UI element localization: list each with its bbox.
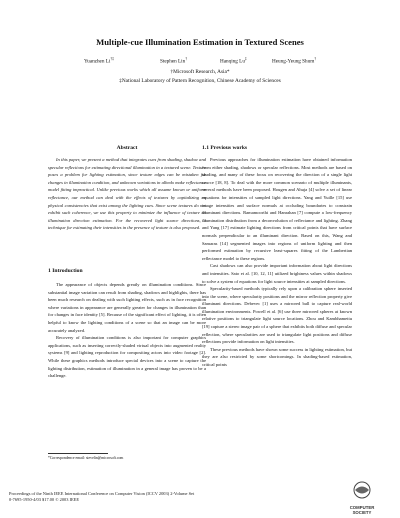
section-1-1-heading: 1.1 Previous works bbox=[202, 145, 248, 151]
section-1-1-paragraph: Previous approaches for illumination estimation have obtained information from either shading, shadows or specular reflections. Most methods are based on shading, and many of these focus on recovering the direction of a single light source [18, 8]. To deal with the more common scenario of multiple illuminants, several methods have been proposed. Hougen and Ahuja [4] solve a set of linear equations for intensities of sampled light directions. Yang and Yuille [15] use image intensities and surface normals at occluding boundaries to constrain illuminant directions. Ramamoorthi and Hanrahan [7] compute a low-frequency illumination distribution from a deconvolution of reflectance and lighting. Zhang and Yang [17] estimate lighting directions from critical points that have surface normals perpendicular to an illuminant direction. Based on this, Wang and Samaras [14] segmented images into regions of uniform lighting and then performed estimation by recursive least-squares fitting of the Lambertian reflectance model to these regions. bbox=[202, 157, 352, 261]
computer-society-emblem-icon bbox=[342, 480, 382, 500]
affiliation-1: †Microsoft Research, Asia* bbox=[170, 69, 230, 75]
affiliation-2: ‡National Laboratory of Pattern Recognition, Chinese Academy of Sciences bbox=[119, 78, 281, 84]
footnote-rule bbox=[48, 453, 108, 454]
abstract-text: In this paper, we present a method that integrates cues from shading, shadow and specular reflections for estimating directional illumination in a textured scene. Texture poses a problem for lighting estimation, since texture edges can be mistaken for changes in illumination condition, and unknown variations in albedo make reflectance model fitting impractical. Unlike previous works which all assume known or uniform reflectance, our method can deal with the effects of textures by capitalizing on physical consistencies that exist among the lighting cues. Since scene textures do not exhibit such coherence, we use this property to minimize the influence of texture on illumination direction estimation. For the recovered light source directions, a technique for estimating their intensities in the presence of texture is also proposed. bbox=[48, 157, 206, 231]
logo-text-line: SOCIETY bbox=[352, 510, 372, 515]
author-1: Yuanzhen Li†‡ bbox=[84, 57, 114, 65]
section-1-1-paragraph: These previous methods have shown some success in lighting estimation, but they are also restricted by some shortcomings. In shading-based estimation, critical points bbox=[202, 346, 352, 368]
section-1-paragraph: The appearance of objects depends greatly on illumination conditions. Since substantial image variation can result from shading, shadows and highlights, there has been much research on dealing with such lighting effects, such as in face recognition where variations in appearance are generally greater for changes in illumination than for changes in face identity [5]. Because of the significant effect of lighting, it is often helpful to know the lighting conditions of a scene so that an image can be more accurately analyzed. bbox=[48, 282, 206, 333]
author-3: Hanqing Lu‡ bbox=[220, 57, 247, 65]
abstract-body bbox=[48, 156, 206, 232]
footnote: *Correspondence email: stevelin@microsoft.com bbox=[48, 456, 124, 460]
section-1-heading: 1 Introduction bbox=[48, 268, 83, 274]
section-1-1-paragraph: Specularity-based methods typically rely upon a calibration sphere inserted into the scene, where specularity positions and the mirror reflection property give illuminant directions. Debevec [1] uses a mirrored ball to capture real-world illumination environments. Powell et al. [6] use three mirrored spheres at known relative positions to triangulate light source locations. Zhou and Kambhamettu [19] capture a stereo image pair of a sphere that exhibits both diffuse and specular reflection, where specularities are used to triangulate light positions and diffuse reflections provide information on light intensities. bbox=[202, 286, 352, 345]
section-1-1-body bbox=[202, 156, 352, 369]
section-1-1-paragraph: Cast shadows can also provide important information about light directions and intensities. Sato et al. [10, 12, 11] utilized brightness values within shadows to solve a system of equations for light source intensities at sampled directions. bbox=[202, 263, 352, 284]
computer-society-logo bbox=[342, 480, 382, 515]
section-1-body bbox=[48, 281, 206, 380]
paper-title: Multiple-cue Illumination Estimation in Textured Scenes bbox=[96, 37, 304, 47]
abstract-heading: Abstract bbox=[116, 145, 138, 151]
author-4: Heung-Yeung Shum† bbox=[272, 57, 317, 65]
section-1-paragraph: Recovery of illumination conditions is also important for computer graphics applications, such as inserting correctly-shaded virtual objects into augmented reality systems [9] and lighting reproduction for compositing actors into video footage [2]. While these graphics methods introduce special devices into a scene to capture the lighting distribution, estimation of illumination in a general image has proven to be a challenge. bbox=[48, 335, 206, 379]
proceedings-footer bbox=[9, 491, 194, 503]
logo-text-line: COMPUTER bbox=[349, 505, 375, 510]
footer-line: Proceedings of the Ninth IEEE International Conference on Computer Vision (ICCV 2003) 2-Volume Set bbox=[9, 491, 195, 496]
footer-line: 0-7695-1950-4/03 $17.00 © 2003 IEEE bbox=[9, 497, 80, 503]
author-2: Stephen Lin† bbox=[160, 57, 188, 65]
